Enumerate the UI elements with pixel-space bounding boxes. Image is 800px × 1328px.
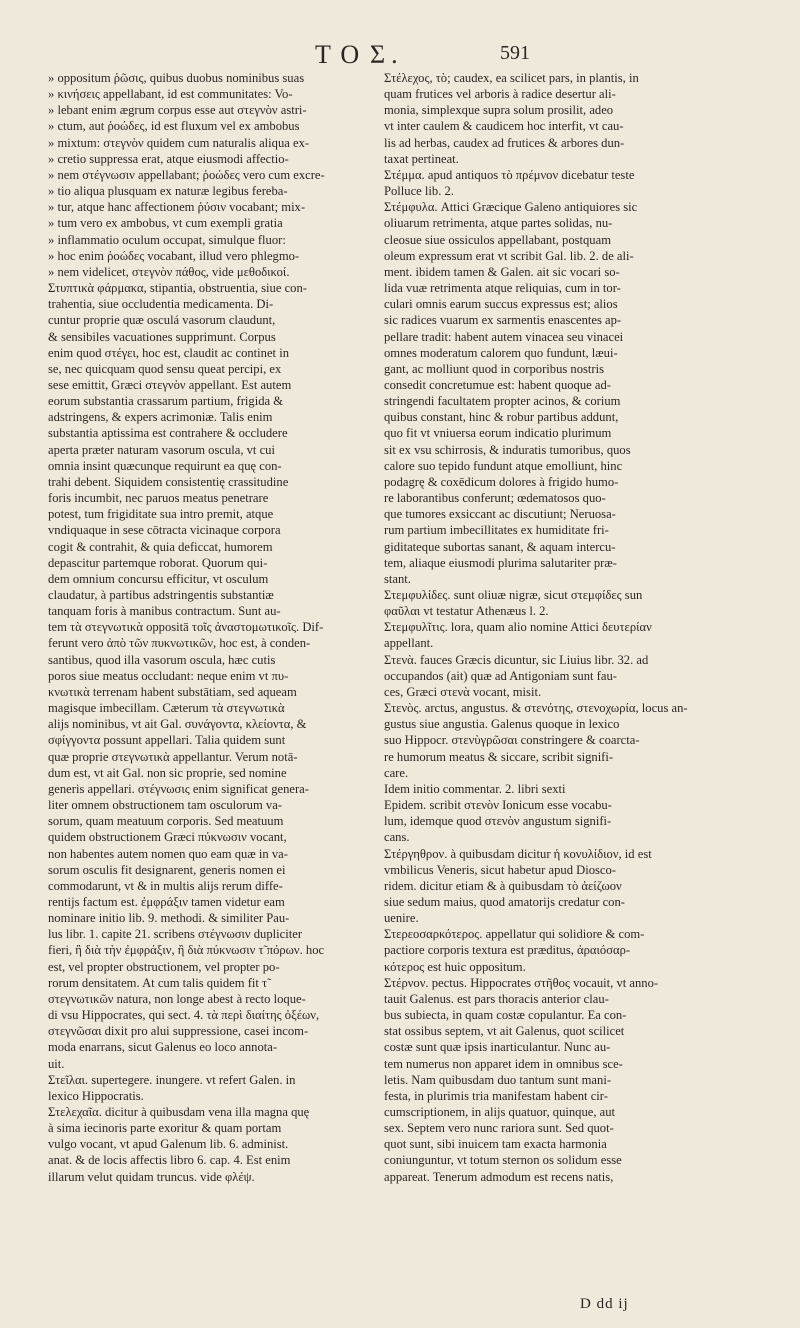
text-line: suo Hippocr. στενὺγρῶσαι constringere & coarcta- xyxy=(384,733,640,748)
text-line: » lebant enim ægrum corpus esse aut στεγνὸν astri- xyxy=(48,103,307,118)
text-line: lida vuæ retrimenta atque reliquias, cum in tor- xyxy=(384,281,621,296)
text-line: Idem initio commentar. 2. libri sexti xyxy=(384,781,566,796)
text-line: stat ossibus septem, vt ait Galenus, quot scilicet xyxy=(384,1024,625,1039)
text-line: substantia aptissima est contrahere & occludere xyxy=(48,426,288,441)
text-line: lis ad herbas, caudex ad frutices & arbores dun- xyxy=(384,135,625,150)
text-line: omnes moderatum calorem quo fundunt, læui- xyxy=(384,345,618,360)
text-line: fieri, ἢ διὰ τὴν ἐμφράξιν, ἢ διὰ πύκνωσιν τ̃ πόρων. hoc xyxy=(48,943,325,958)
text-line: consedit concretumue est: habent quoque ad- xyxy=(384,377,611,392)
text-line: tem, aliaque eiusmodi plurima salutariter præ- xyxy=(384,555,617,570)
text-line: occupandos (ait) quæ ad Antigoniam sunt fau- xyxy=(384,668,617,683)
text-line: » tur, atque hanc affectionem ῥύσιν vocabant; mix- xyxy=(48,200,306,215)
text-line: & sensibiles vacuationes supprimunt. Corpus xyxy=(48,329,276,344)
text-line: στεγνῶσαι dixit pro alui suppressione, casei incom- xyxy=(48,1024,309,1039)
text-line: di vsu Hippocrates, qui sect. 4. τὰ περὶ διαίτης ὀξέων, xyxy=(48,1008,320,1023)
text-line: » tum vero ex ambobus, vt cum exempli gratia xyxy=(48,216,283,231)
text-line: lus libr. 1. capite 21. scribens στέγνωσιν dupliciter xyxy=(48,927,303,942)
text-line: giditateque subortas sanant, & aquam intercu- xyxy=(384,539,616,554)
text-line: coniunguntur, vt totum sternon os solidum esse xyxy=(384,1153,622,1168)
text-line: Στέμμα. apud antiquos τὸ πρέμνον dicebatur teste xyxy=(384,167,635,182)
text-line: calore suo tepido fundunt atque emolliunt, hinc xyxy=(384,458,623,473)
right-column xyxy=(384,70,710,1185)
text-line: cogit & contrahit, & quia deficcat, humorem xyxy=(48,539,273,554)
text-line: » κινήσεις appellabant, id est communitates: Vo- xyxy=(48,87,293,102)
text-line: trahentia, siue occludentia medicamenta. Di- xyxy=(48,297,274,312)
text-line: gant, ac molliunt quod in corporibus nostris xyxy=(384,361,605,376)
text-line: sic radices vuarum ex sarmentis enascentes ap- xyxy=(384,313,622,328)
text-line: sex. Septem vero nunc rariora sunt. Sed quot- xyxy=(384,1121,614,1136)
text-line: Στεμφυλίδες. sunt oliuæ nigræ, sicut στεμφίδες sun xyxy=(384,588,643,602)
text-line: dem omnium concursu efficitur, vt osculum xyxy=(48,571,269,586)
text-line: κότερος est huic oppositum. xyxy=(384,959,526,974)
text-line: enim quod στέγει, hoc est, claudit ac continet in xyxy=(48,345,290,360)
header-right: Σ. xyxy=(370,40,404,69)
text-line: taxat pertineat. xyxy=(384,151,459,166)
text-line: Στεμφυλῖτις. lora, quam alio nomine Attici δευτερίαν xyxy=(384,620,652,635)
text-line: nominare initio lib. 9. methodi. & similiter Pau- xyxy=(48,911,290,926)
text-line: eorum substantia crassarum partium, frigida & xyxy=(48,394,284,409)
text-line: generis appellari. στέγνωσις enim significat genera- xyxy=(48,781,309,796)
text-line: quæ proprie στεγνωτικὰ appellantur. Verum notā- xyxy=(48,749,298,764)
text-line: costæ sunt quæ ipsis inarticulantur. Nunc au- xyxy=(384,1040,611,1055)
text-line: στεγνωτικῶν natura, non longe abest à recto loque- xyxy=(48,991,306,1006)
text-line: care. xyxy=(384,765,409,780)
text-line: cleosue siue ossiculos appellabant, postquam xyxy=(384,232,611,247)
text-line: trahi debent. Siquidem consistentię crassitudine xyxy=(48,474,289,489)
text-line: culari omnis earum succus expressus est; alios xyxy=(384,297,618,312)
text-line: » hoc enim ῥοώδες vocabant, illud vero phlegmo- xyxy=(48,248,300,263)
text-line: Στέρνον. pectus. Hippocrates στῆθος vocauit, vt anno- xyxy=(384,975,659,990)
text-line: siue sedum maius, quod amatorijs credatur con- xyxy=(384,894,625,909)
text-line: » ctum, aut ῥοώδες, id est fluxum vel ex ambobus xyxy=(48,119,300,134)
text-line: » nem στέγνωσιν appellabant; ῥοώδες vero cum excre- xyxy=(48,167,325,182)
text-line: Epidem. scribit στενὸν Ionicum esse vocabu- xyxy=(384,798,612,813)
text-line: commodarunt, vt & in multis alijs rerum diffe- xyxy=(48,878,283,893)
text-line: uenire. xyxy=(384,911,419,926)
text-line: sit ex vsu schirrosis, & induratis tumoribus, quos xyxy=(384,442,631,457)
text-line: poros siue meatus occludant: neque enim vt πυ- xyxy=(48,668,289,683)
text-line: ferunt vero ἀπὸ τῶν πυκνωτικῶν, hoc est, à conden- xyxy=(48,636,311,651)
text-line: lum, idemque quod στενὸν angustum signifi- xyxy=(384,814,612,829)
text-line: quam frutices vel arboris à radice desertur ali- xyxy=(384,87,616,102)
text-line: vt inter caulem & caudicem hoc interfit, vt cau- xyxy=(384,119,624,134)
text-line: santibus, quod illa vasorum oscula, hæc cutis xyxy=(48,652,276,667)
text-line: foris incumbit, nec paruos meatus penetrare xyxy=(48,491,269,506)
text-line: pellare tradit: habent autem vinacea seu vinacei xyxy=(384,329,624,344)
text-line: non habentes autem nomen quo eam quæ in va- xyxy=(48,846,288,861)
text-line: alijs nominibus, vt ait Gal. συνάγοντα, κλείοντα, & xyxy=(48,717,307,732)
text-line: » oppositum ῥῶσις, quibus duobus nominibus suas xyxy=(48,71,305,85)
text-line: Στενὰ. fauces Græcis dicuntur, sic Liuius libr. 32. ad xyxy=(384,652,649,667)
text-line: tanquam foris à manibus contractum. Sunt au- xyxy=(48,604,281,619)
text-line: cans. xyxy=(384,830,410,845)
text-line: re laborantibus conferunt; œdematosos quo- xyxy=(384,491,606,506)
text-line: sese emittit, Græci στεγνὸν appellant. Est autem xyxy=(48,377,292,392)
text-line: magisque imbecillam. Cæterum τὰ στεγνωτικὰ xyxy=(48,701,285,716)
text-line: Στερεοσαρκότερος. appellatur qui solidiore & com- xyxy=(384,927,645,942)
text-line: illarum velut quidam truncus. vide φλέψ. xyxy=(48,1169,255,1184)
text-line: φαῦλαι vt testatur Athenæus l. 2. xyxy=(384,604,549,619)
text-line: cumscriptionem, in alijs quatuor, quinque, aut xyxy=(384,1105,616,1119)
text-line: oliuarum retrimenta, atque partes solidas, nu- xyxy=(384,216,613,231)
text-line: potest, tum frigiditate sua intro premit, atque xyxy=(48,507,274,522)
text-line: ment. ibidem tamen & Galen. ait sic vocari so- xyxy=(384,264,620,279)
text-line: » inflammatio oculum occupat, simulque fluor: xyxy=(48,232,286,247)
text-line: sorum osculis fit designarent, generis nomen ei xyxy=(48,862,286,877)
text-line: bus subiecta, in quam costæ copulantur. Ea con- xyxy=(384,1008,627,1023)
text-line: vulgo vocant, vt apud Galenum lib. 6. administ. xyxy=(48,1137,289,1152)
text-line: quibus constant, hinc & robur partibus addunt, xyxy=(384,410,619,425)
text-line: liter omnem obstructionem tam osculorum va- xyxy=(48,798,282,813)
text-line: claudatur, à partibus adstringentis substantiæ xyxy=(48,588,274,602)
text-line: Στενὸς. arctus, angustus. & στενότης, στενοχωρία, locus an- xyxy=(384,701,688,716)
text-line: κνωτικὰ terrenam habent substātiam, sed aqueam xyxy=(48,684,297,699)
text-line: vndiquaque in sese cōtracta vicinaque corpora xyxy=(48,523,281,538)
text-line: Polluce lib. 2. xyxy=(384,184,454,199)
text-line: quidem obstructionem Græci πύκνωσιν vocant, xyxy=(48,830,287,845)
text-line: appareat. Tenerum admodum est recens natis, xyxy=(384,1169,614,1184)
text-line: re humorum meatus & siccare, scribit signifi- xyxy=(384,749,614,764)
text-line: Στελεχαῖα. dicitur à quibusdam vena illa magna quę xyxy=(48,1105,310,1119)
text-line: gustus siue angustia. Galenus quoque in lexico xyxy=(384,717,620,732)
text-line: est, vel propter obstructionem, vel propter po- xyxy=(48,959,280,974)
text-line: » mixtum: στεγνὸν quidem cum naturalis aliqua ex- xyxy=(48,135,310,150)
text-line: appellant. xyxy=(384,636,434,651)
text-line: rum partium imbecillitates ex humiditate fri- xyxy=(384,523,609,538)
text-line: letis. Nam quibusdam duo tantum sunt mani- xyxy=(384,1072,612,1087)
text-line: vmbilicus Veneris, sicut habetur apud Dioscο- xyxy=(384,862,617,877)
text-line: anat. & de locis affectis libro 6. cap. 4. Est enim xyxy=(48,1153,291,1168)
text-line: » tio aliqua plusquam ex naturæ legibus fereba- xyxy=(48,184,288,199)
text-line: rentijs factum est. ἐμφράξιν tamen videtur eam xyxy=(48,894,285,909)
text-line: oleum expressum erat vt scribit Gal. lib. 2. de ali- xyxy=(384,248,634,263)
text-line: Στεῖλαι. supertegere. inungere. vt refert Galen. in xyxy=(48,1072,296,1087)
text-line: Στέμφυλα. Attici Græcique Galeno antiquiores sic xyxy=(384,200,638,215)
text-line: » cretio suppressa erat, atque eiusmodi affectio- xyxy=(48,151,289,166)
text-line: dum est, vt ait Gal. non sic proprie, sed nomine xyxy=(48,765,287,780)
text-line: Στέργηθρον. à quibusdam dicitur ἡ κονυλίδιον, id est xyxy=(384,846,652,861)
text-line: Στυπτικὰ φάρμακα, stipantia, obstruentia, siue con- xyxy=(48,281,307,296)
text-line: ces, Græci στενὰ vocant, misit. xyxy=(384,684,542,699)
text-line: se, nec quicquam quod sensu queat percipi, ex xyxy=(48,361,282,376)
text-line: depascitur partemque roborat. Quorum qui- xyxy=(48,555,268,570)
text-line: quo fit vt vniuersa eorum indicatio plurimum xyxy=(384,426,612,441)
text-line: tem numerus non apparet idem in omnibus sce- xyxy=(384,1056,623,1071)
text-line: monia, simplexque supra solum prosilit, adeo xyxy=(384,103,614,118)
text-line: σφίγγοντα possunt appellari. Talia quidem sunt xyxy=(48,733,286,748)
text-line: festa, in plurimis tria manifestam habent cir- xyxy=(384,1088,608,1103)
text-line: stant. xyxy=(384,571,411,586)
running-header xyxy=(40,40,690,70)
signature-mark: D dd ij xyxy=(580,1296,629,1312)
text-line: tauit Galenus. est pars thoracis anterior clau- xyxy=(384,991,609,1006)
text-line: rorum densitatem. At cum talis quidem fit τ̃ xyxy=(48,975,268,990)
text-line: tem τὰ στεγνωτικὰ oppositā τοῖς ἀναστομωτικοῖς. Dif- xyxy=(48,620,324,635)
page-number: 591 xyxy=(500,42,530,64)
text-line: aperta præter naturam vasorum oscula, vt cui xyxy=(48,442,275,457)
text-line: adstringens, & expers acrimoniæ. Talis enim xyxy=(48,410,273,425)
text-line: à sima iecinoris parte exoritur & quam portam xyxy=(48,1121,282,1136)
text-line: lexico Hippocratis. xyxy=(48,1088,144,1103)
text-line: moda enarrans, sicut Galenus eo loco annota- xyxy=(48,1040,278,1055)
text-line: stringendi facultatem propter acinos, & corium xyxy=(384,394,621,409)
text-line: sorum, quam meatuum corporis. Sed meatuum xyxy=(48,814,284,829)
text-line: omnia insint quæcunque requirunt ea quę con- xyxy=(48,458,282,473)
text-line: podagrę & coxēdicum dolores à frigido humo- xyxy=(384,474,619,489)
text-line: » nem videlicet, στεγνὸν πάθος, vide μεθοδικοί. xyxy=(48,264,290,279)
text-line: pactiore corporis textura est præditus, ἀραιόσαρ- xyxy=(384,943,631,958)
header-left: TO xyxy=(315,40,370,69)
text-line: quot sunt, sibi inuicem tam exacta harmonia xyxy=(384,1137,607,1152)
text-line: ridem. dicitur etiam & à quibusdam τὸ ἀείζωον xyxy=(384,878,622,893)
left-column xyxy=(48,70,374,1185)
text-line: que tumores exsiccant ac discutiunt; Neruosa- xyxy=(384,507,616,522)
text-line: cuntur proprie quæ osculá vasorum claudunt, xyxy=(48,313,276,328)
text-line: Στέλεχος, τὸ; caudex, ea scilicet pars, in plantis, in xyxy=(384,71,639,85)
text-line: uit. xyxy=(48,1056,65,1071)
